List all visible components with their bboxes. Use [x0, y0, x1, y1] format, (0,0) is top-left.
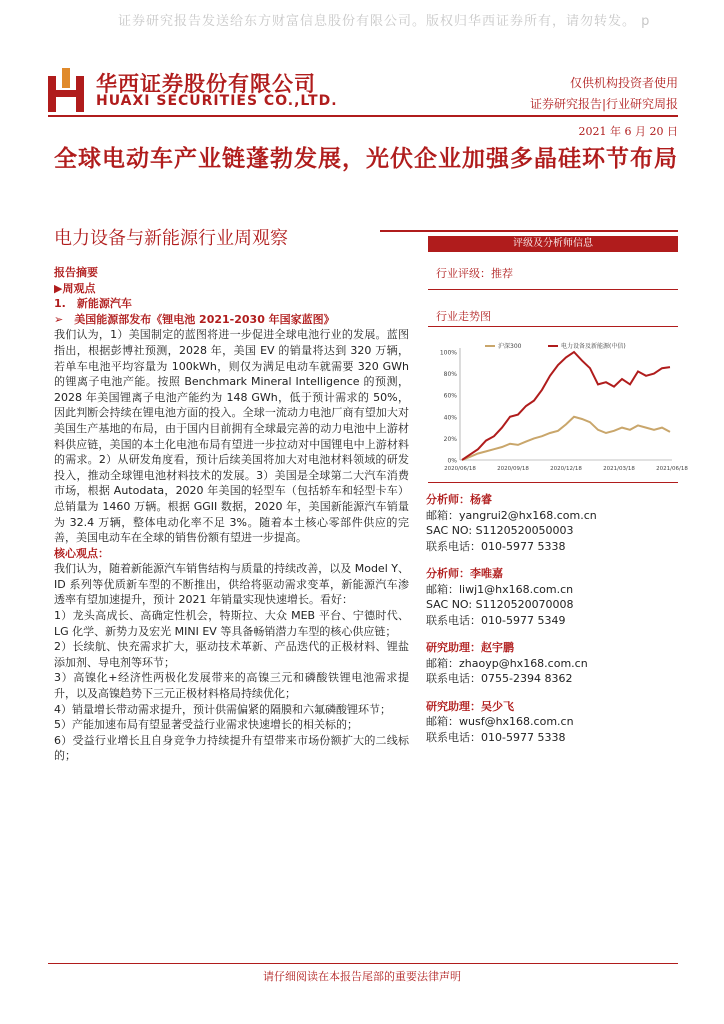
analyst-phone: 联系电话：010-5977 5338: [426, 730, 566, 744]
legend-label: 沪深300: [498, 343, 522, 350]
watermark: 证券研究报告发送给东方财富信息股份有限公司。版权归华西证券所有，请勿转发。 p: [118, 14, 651, 29]
footer-disclaimer[interactable]: 请仔细阅读在本报告尾部的重要法律声明: [263, 970, 461, 983]
list-item: 3）高镍化+经济性两极化发展带来的高镍三元和磷酸铁锂电池需求提升，以及高镍趋势下三元正极材料格局持续优化；: [54, 671, 409, 701]
list-item: 2）长续航、快充需求扩大，驱动技术革新、产品迭代的正极材料、锂盐添加剂、导电剂等环节；: [54, 640, 409, 669]
company-name-cn: 华西证券股份有限公司: [96, 72, 316, 96]
header-divider: [48, 115, 678, 117]
analyst-name: 分析师：李唯嘉: [426, 567, 503, 580]
analyst-phone: 联系电话：010-5977 5338: [426, 539, 566, 553]
subtitle-divider: [380, 230, 678, 232]
x-tick-label: 2020/12/18: [550, 466, 582, 472]
list-item: 4）销量增长带动需求提升，预计供需偏紧的隔膜和六氟磷酸锂环节；: [54, 702, 391, 716]
report-subtitle: 电力设备与新能源行业周观察: [54, 228, 288, 249]
analyst-sac-no: SAC NO: S1120520070008: [426, 598, 574, 611]
trend-chart: [430, 338, 688, 478]
list-item: 6）受益行业增长且自身竞争力持续提升有望带来市场份额扩大的二线标的；: [54, 733, 409, 763]
audience-note: 仅供机构投资者使用: [569, 76, 678, 90]
sub-heading: ➢ 美国能源部发布《锂电池 2021-2030 年国家蓝图》: [54, 312, 335, 326]
analyst-name: 研究助理：吴少飞: [426, 699, 514, 713]
x-tick-label: 2020/06/18: [444, 466, 476, 472]
y-tick-label: 0%: [447, 457, 457, 465]
paragraph-2: 我们认为，随着新能源汽车销售结构与质量的持续改善，以及 Model Y、ID 系列等优质新车型的不断推出，供给将驱动需求变革，新能源汽车渗透率有望加速提升，预计 2021 年销量实现快速增长。看好：: [54, 562, 409, 607]
sidebar-divider: [428, 326, 678, 327]
x-tick-label: 2021/03/18: [603, 466, 635, 472]
footer-divider: [48, 963, 678, 964]
y-tick-label: 100%: [439, 349, 457, 357]
legend-label: 电力设备及新能源(中信): [561, 343, 626, 350]
y-tick-label: 40%: [443, 414, 457, 422]
analyst-email[interactable]: 邮箱：zhaoyp@hx168.com.cn: [426, 656, 588, 670]
industry-rating: 行业评级：推荐: [436, 267, 513, 280]
section-heading: ▶周观点: [54, 281, 96, 295]
analyst-sac-no: SAC NO: S1120520050003: [426, 524, 574, 537]
analyst-card: [426, 566, 678, 628]
rating-bar: 评级及分析师信息: [428, 236, 678, 252]
summary-column: [54, 265, 409, 764]
series-line: [462, 417, 670, 460]
core-heading: 核心观点：: [54, 546, 109, 560]
y-tick-label: 80%: [443, 371, 457, 379]
report-title: 全球电动车产业链蓬勃发展，光伏企业加强多晶硅环节布局: [54, 145, 678, 172]
analyst-card: [426, 492, 678, 554]
analyst-email[interactable]: 邮箱：liwj1@hx168.com.cn: [426, 582, 574, 596]
sidebar-divider: [428, 482, 678, 483]
analyst-name: 分析师：杨睿: [426, 493, 492, 506]
y-tick-label: 60%: [443, 392, 457, 400]
analyst-email[interactable]: 邮箱：yangrui2@hx168.com.cn: [426, 508, 597, 522]
analyst-phone: 联系电话：0755-2394 8362: [426, 672, 573, 685]
analyst-name: 研究助理：赵宇鹏: [426, 641, 514, 654]
analyst-card: [426, 699, 678, 746]
x-tick-label: 2020/09/18: [497, 466, 529, 472]
item-heading: 1. 新能源汽车: [54, 297, 132, 311]
company-logo-icon: [48, 68, 84, 112]
report-date: 2021 年 6 月 20 日: [578, 125, 678, 138]
trend-label: 行业走势图: [436, 310, 491, 323]
sidebar-divider: [428, 289, 678, 290]
y-tick-label: 20%: [443, 435, 457, 443]
analyst-card: [426, 640, 678, 687]
x-tick-label: 2021/06/18: [656, 466, 688, 472]
company-name-en: HUAXI SECURITIES CO.,LTD.: [96, 93, 338, 109]
summary-heading: 报告摘要: [54, 266, 98, 279]
series-line: [462, 352, 670, 460]
list-item: 1）龙头高成长、高确定性机会，特斯拉、大众 MEB 平台、宁德时代、LG 化学、新势力及宏光 MINI EV 等具备畅销潜力车型的核心供应链；: [54, 609, 409, 638]
analyst-list: [426, 492, 678, 757]
analyst-phone: 联系电话：010-5977 5349: [426, 613, 566, 627]
paragraph-1: 我们认为，1）美国制定的蓝图将进一步促进全球电池行业的发展。蓝图指出，根据彭博社预测，2028 年，美国 EV 的销量将达到 320 万辆，若单车电池平均容量为 100kWh，则仅为满足电动车就需要 320 GWh 的锂离子电池产能。按照 Benchmark Mineral Intelligence 的预测，2028 年美国锂离子电池产能约为 148 GWh，低于预计需求的 50%，因此判断会持续在锂电池方面的投入。全球一流动力电池厂商有望加大对美国生产基地的布局，由于国内目前拥有全球最完善的动力电池中上游材料供应链，美国的本土化电池布局有望进一步拉动对中国锂电中上游材料的需求。2）从研发角度看，预计后续美国将加大对电池材料领域的研发投入，推动全球锂电池材料技术的发展。3）美国是全球第二大汽车消费市场，根据 Autodata，2020 年美国的轻型车（包括轿车和轻型卡车）总销量为 1460 万辆。根据 GGII 数据，2020 年，美国新能源汽车销量为 32.4 万辆，整体电动化率不足 3%。随着本土核心零部件供应的完善，美国电动车在全球的销售份额有望进一步提高。: [54, 328, 409, 545]
report-type: 证券研究报告|行业研究周报: [529, 97, 678, 111]
list-item: 5）产能加速布局有望显著受益行业需求快速增长的相关标的；: [54, 718, 358, 732]
analyst-email[interactable]: 邮箱：wusf@hx168.com.cn: [426, 715, 574, 728]
